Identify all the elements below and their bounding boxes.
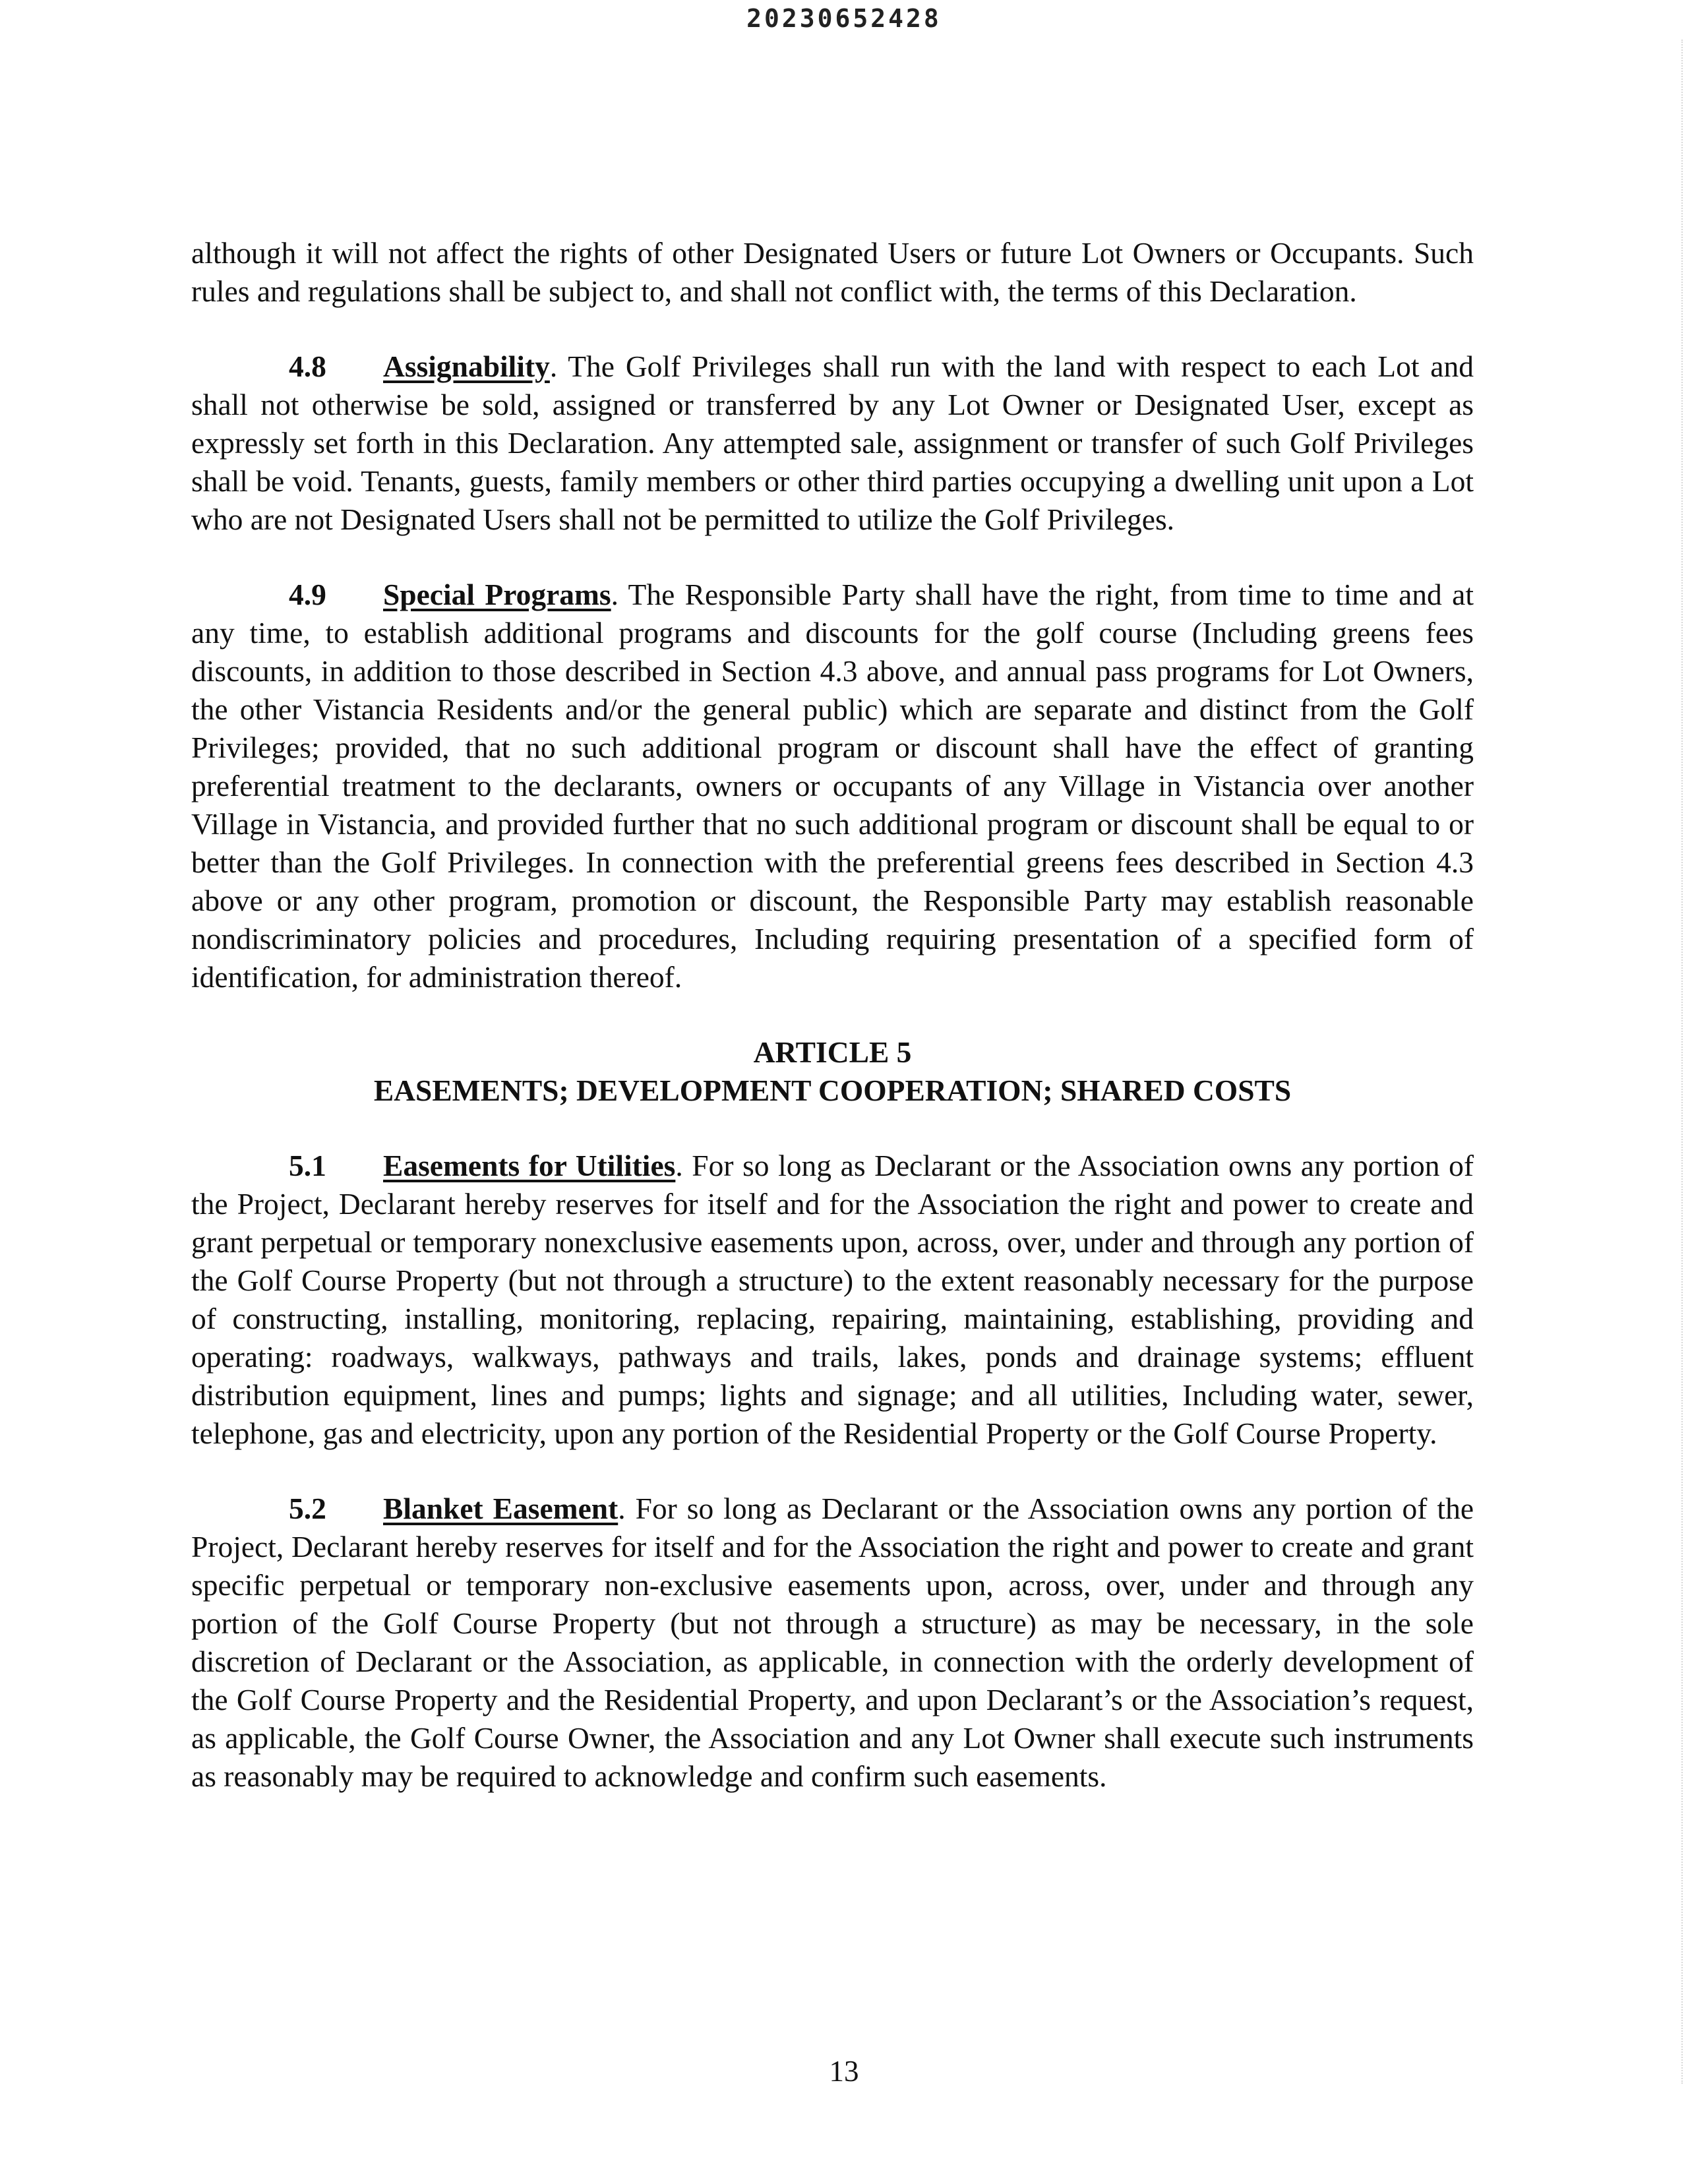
section-4-9 [191, 576, 1474, 996]
section-text: . For so long as Declarant or the Association owns any portion of the Project, Declarant hereby reserves for itself and for the Association the right and power to create and grant perpetual or temporary nonexclusive easements upon, across, over, under and through any portion of the Golf Course Property (but not through a structure) to the extent reasonably necessary for the purpose of constructing, installing, monitoring, replacing, repairing, maintaining, establishing, providing and operating: roadways, walkways, pathways and trails, lakes, ponds and drainage systems; effluent distribution equipment, lines and pumps; lights and signage; and all utilities, Including water, sewer, telephone, gas and electricity, upon any portion of the Residential Property or the Golf Course Property. [191, 1149, 1474, 1450]
section-text: . For so long as Declarant or the Association owns any portion of the Project, Declarant hereby reserves for itself and for the Association the right and power to create and grant specific perpetual or temporary non-exclusive easements upon, across, over, under and through any portion of the Golf Course Property (but not through a structure) as may be necessary, in the sole discretion of Declarant or the Association, as applicable, in connection with the orderly development of the Golf Course Property and the Residential Property, and upon Declarant’s or the Association’s request, as applicable, the Golf Course Owner, the Association and any Lot Owner shall execute such instruments as reasonably may be required to acknowledge and confirm such easements. [191, 1492, 1474, 1793]
section-4-8 [191, 348, 1474, 539]
section-number: 4.8 [289, 349, 326, 383]
scan-edge-marks [1679, 40, 1683, 2084]
section-title: Blanket Easement [383, 1492, 618, 1525]
article-title: EASEMENTS; DEVELOPMENT COOPERATION; SHARED COSTS [373, 1074, 1292, 1107]
section-title: Special Programs [383, 578, 611, 611]
section-title: Easements for Utilities [383, 1149, 676, 1182]
section-text: . The Golf Privileges shall run with the land with respect to each Lot and shall not otherwise be sold, assigned or transferred by any Lot Owner or Designated User, except as expressly set forth in this Declaration. Any attempted sale, assignment or transfer of such Golf Privileges shall be void. Tenants, guests, family members or other third parties occupying a dwelling unit upon a Lot who are not Designated Users shall not be permitted to utilize the Golf Privileges. [191, 349, 1474, 536]
section-number: 5.1 [289, 1149, 326, 1182]
document-number: 20230652428 [746, 4, 942, 33]
page-number: 13 [829, 2055, 859, 2088]
page-body [191, 234, 1474, 1833]
section-number: 5.2 [289, 1492, 326, 1525]
section-5-1 [191, 1147, 1474, 1453]
section-number: 4.9 [289, 578, 326, 611]
article-label: ARTICLE 5 [753, 1035, 912, 1069]
section-title: Assignability [383, 349, 550, 383]
continuation-paragraph: although it will not affect the rights of other Designated Users or future Lot Owners or Occupants. Such rules and regulations shall be subject to, and shall not conflict with, the terms of this Declaration. [191, 236, 1474, 308]
section-5-2 [191, 1490, 1474, 1796]
article-heading [191, 1033, 1474, 1110]
section-text: . The Responsible Party shall have the right, from time to time and at any time, to establish additional programs and discounts for the golf course (Including greens fees discounts, in addition to those described in Section 4.3 above, and annual pass programs for Lot Owners, the other Vistancia Residents and/or the general public) which are separate and distinct from the Golf Privileges; provided, that no such additional program or discount shall have the effect of granting preferential treatment to the declarants, owners or occupants of any Village in Vistancia over another Village in Vistancia, and provided further that no such additional program or discount shall be equal to or better than the Golf Privileges. In connection with the preferential greens fees described in Section 4.3 above or any other program, promotion or discount, the Responsible Party may establish reasonable nondiscriminatory policies and procedures, Including requiring presentation of a specified form of identification, for administration thereof. [191, 578, 1474, 994]
